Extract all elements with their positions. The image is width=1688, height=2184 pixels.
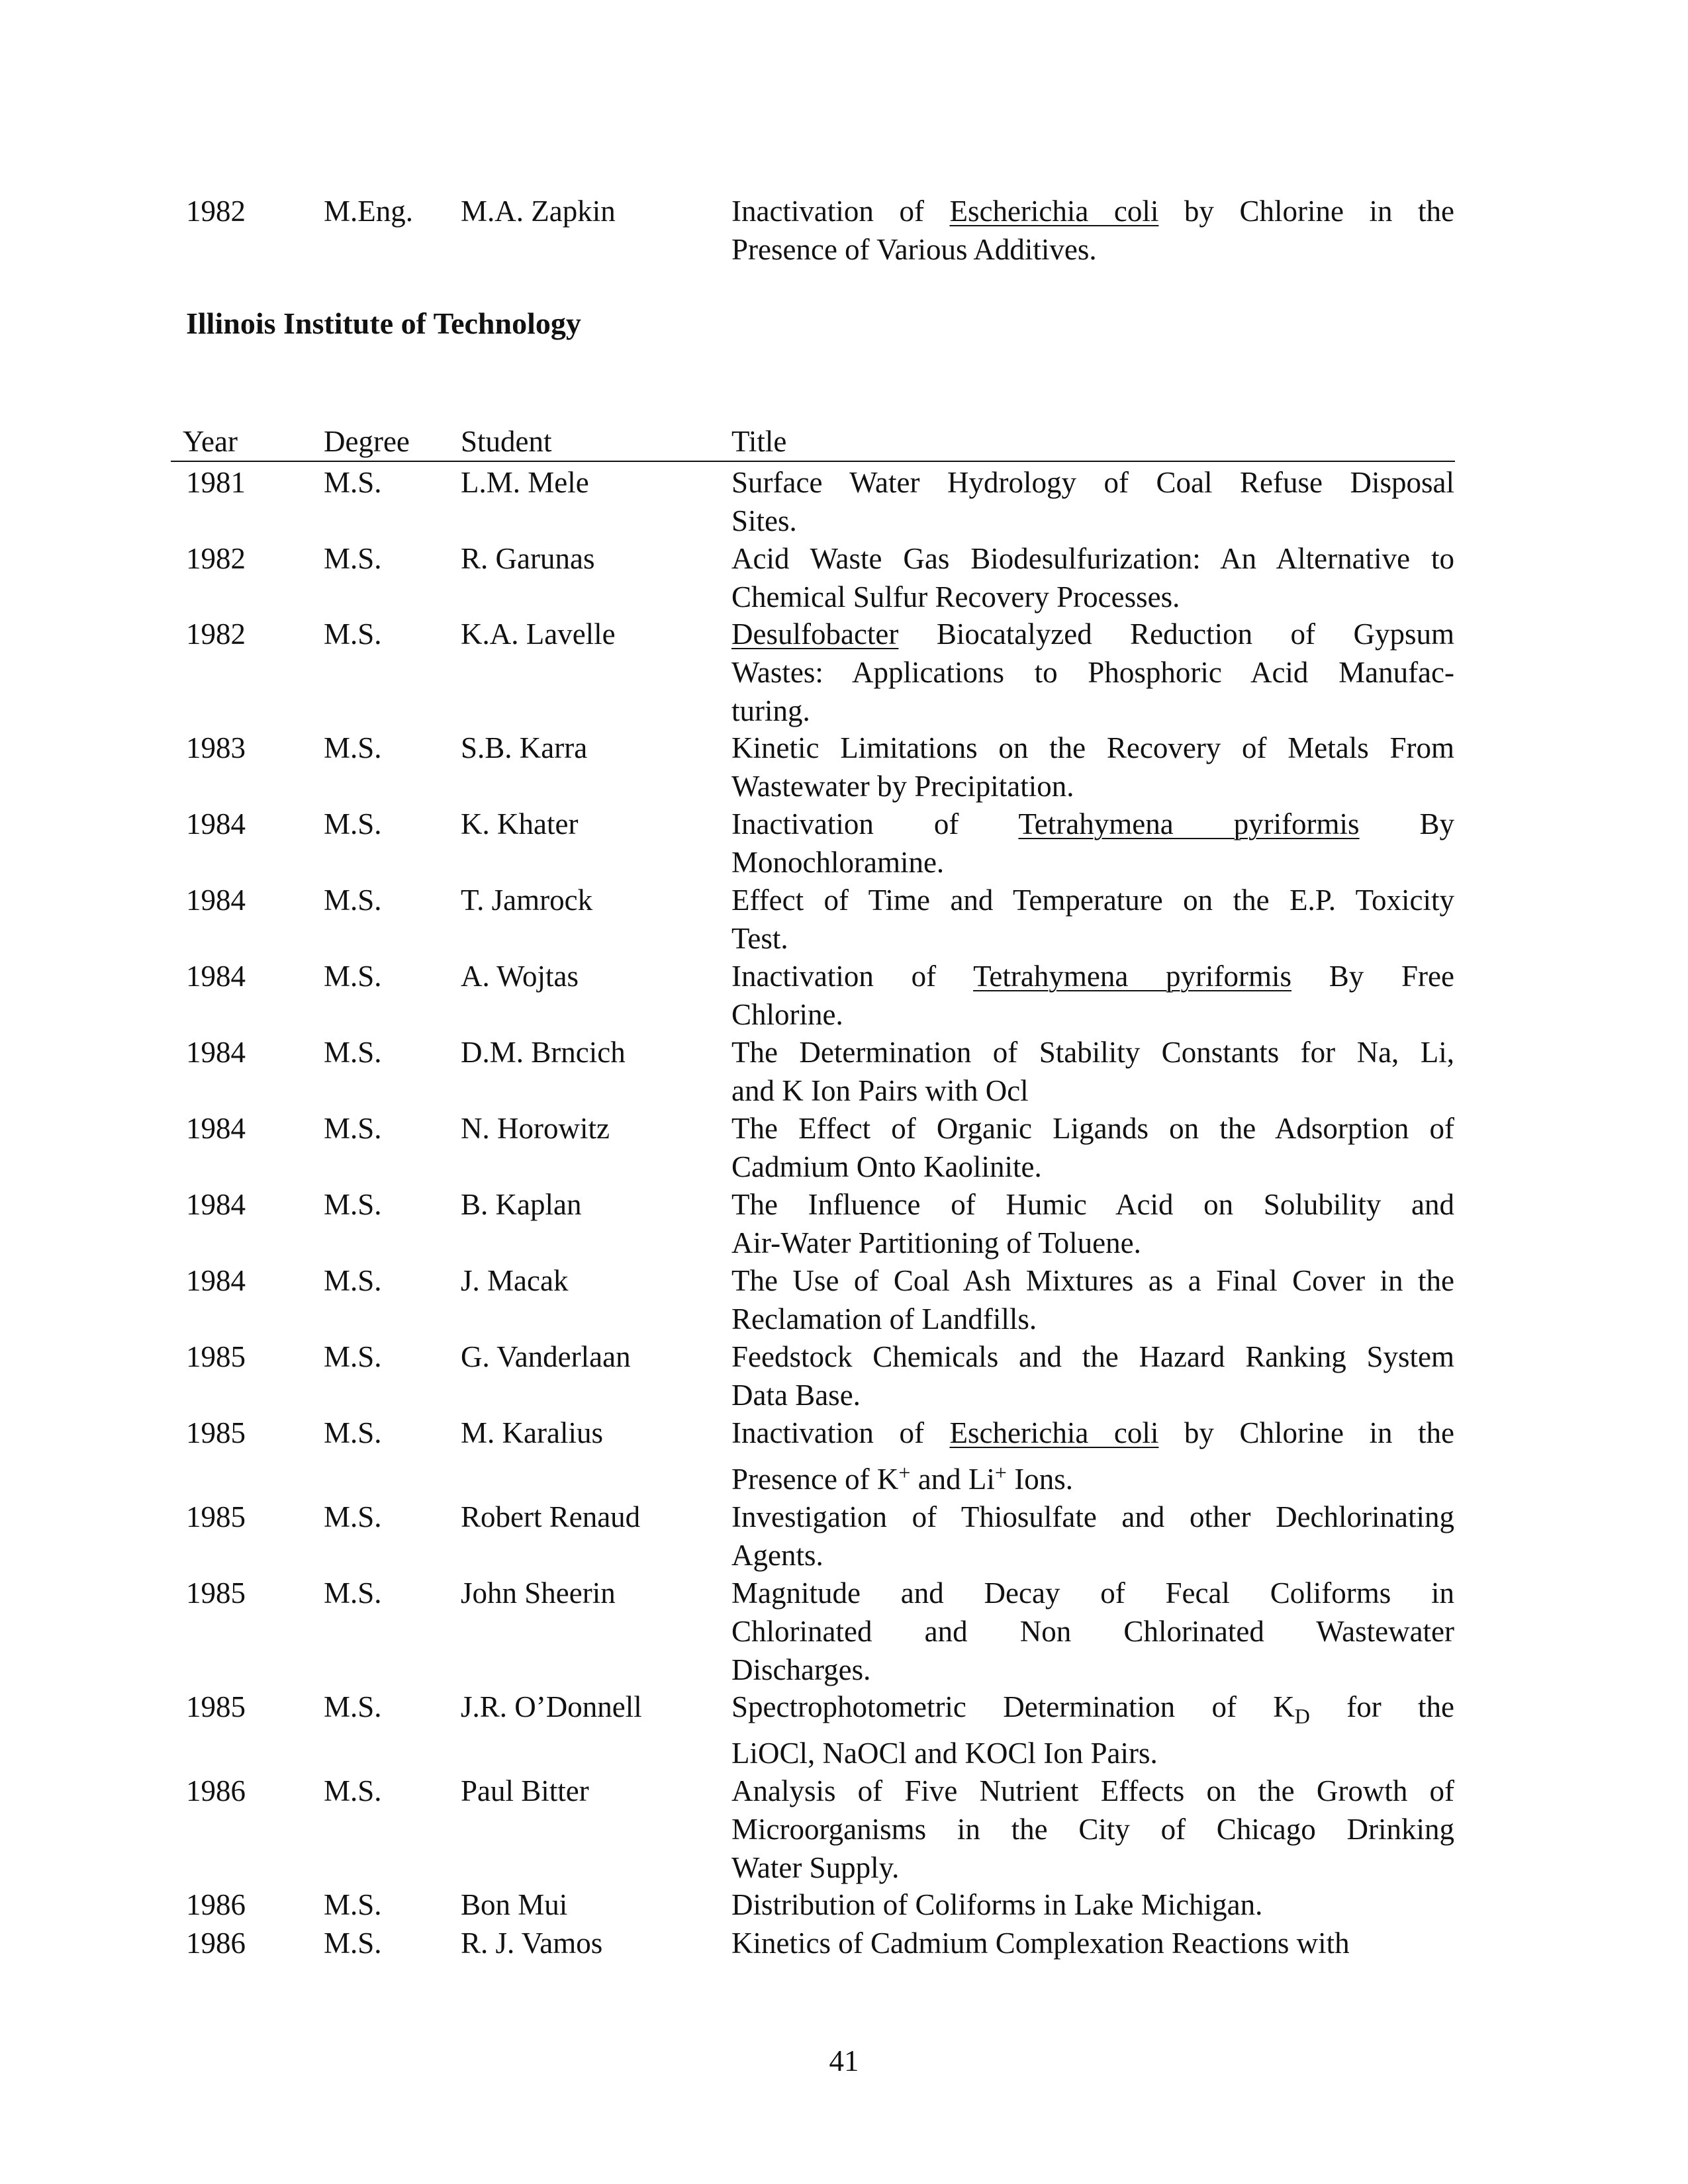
year-cell: 1986 — [186, 1774, 246, 1807]
title-line — [731, 1109, 1454, 1148]
title-line — [731, 881, 1454, 919]
title-line: Chlorinated and Non Chlorinated Wastewater — [731, 1615, 1454, 1648]
title-line: Monochloramine. — [731, 846, 945, 879]
title-line: Sites. — [731, 504, 797, 537]
student-cell: J.R. O’Donnell — [461, 1690, 642, 1723]
title-line: Cadmium Onto Kaolinite. — [731, 1150, 1042, 1183]
title-text: Inactivation of — [731, 807, 1019, 841]
header-degree: Degree — [324, 425, 410, 458]
header-rule — [171, 461, 1455, 462]
title-line — [731, 1688, 1454, 1726]
title-line — [731, 1886, 1454, 1924]
title-text: Inactivation of — [731, 960, 974, 993]
title-cell — [731, 1772, 1454, 1887]
species-name: Escherichia coli — [949, 195, 1159, 228]
year-cell: 1983 — [186, 731, 246, 764]
title-text: for the — [1309, 1690, 1454, 1723]
title-line: Discharges. — [731, 1653, 871, 1686]
title-text: Distribution of Coliforms in Lake Michigan. — [731, 1888, 1263, 1921]
header-year: Year — [183, 425, 238, 458]
title-cell — [731, 192, 1454, 269]
title-line: Wastewater by Precipitation. — [731, 770, 1074, 803]
title-line: and K Ion Pairs with Ocl — [731, 1074, 1029, 1107]
title-line — [731, 1261, 1454, 1300]
title-line: Wastes: Applications to Phosphoric Acid Manufac- — [731, 656, 1454, 689]
title-text: The Use of Coal Ash Mixtures as a Final Cover in the — [731, 1264, 1454, 1297]
title-cell — [731, 1033, 1454, 1110]
title-line: Water Supply. — [731, 1851, 900, 1884]
title-line: Presence of Various Additives. — [731, 233, 1097, 266]
title-text: Effect of Time and Temperature on the E.P. Toxicity — [731, 884, 1454, 917]
student-cell: K.A. Lavelle — [461, 617, 616, 651]
title-text: Ions. — [1006, 1463, 1073, 1496]
year-cell: 1985 — [186, 1416, 246, 1449]
year-cell: 1984 — [186, 960, 246, 993]
degree-cell: M.S. — [324, 1927, 382, 1960]
title-cell — [731, 1574, 1454, 1689]
title-text: Magnitude and Decay of Fecal Coliforms in — [731, 1576, 1454, 1610]
title-line: Reclamation of Landfills. — [731, 1302, 1037, 1336]
title-line — [731, 1338, 1454, 1376]
year-cell: 1984 — [186, 1264, 246, 1297]
title-line: Microorganisms in the City of Chicago Drinking — [731, 1813, 1454, 1846]
title-line — [731, 1185, 1454, 1224]
title-cell — [731, 615, 1454, 730]
title-cell — [731, 1261, 1454, 1338]
title-text: Kinetic Limitations on the Recovery of Metals From — [731, 731, 1454, 764]
title-text: By — [1359, 807, 1454, 841]
title-text: Spectrophotometric Determination of K — [731, 1690, 1295, 1723]
title-line — [731, 1772, 1454, 1810]
degree-cell: M.S. — [324, 1112, 382, 1145]
student-cell: N. Horowitz — [461, 1112, 610, 1145]
title-text: The Influence of Humic Acid on Solubility and — [731, 1188, 1454, 1221]
title-cell — [731, 1414, 1454, 1498]
student-cell: S.B. Karra — [461, 731, 588, 764]
title-text: Biocatalyzed Reduction of Gypsum — [898, 617, 1454, 651]
year-cell: 1986 — [186, 1927, 246, 1960]
title-line: Chlorine. — [731, 998, 843, 1031]
student-cell: A. Wojtas — [461, 960, 579, 993]
title-line: Inactivation of Escherichia coli by Chlorine in the — [731, 195, 1454, 228]
title-cell — [731, 1924, 1454, 1962]
title-line — [731, 957, 1454, 995]
year-cell: 1981 — [186, 466, 246, 499]
student-cell: D.M. Brncich — [461, 1036, 626, 1069]
title-cell — [731, 1688, 1454, 1772]
year-cell: 1982 — [186, 542, 246, 575]
title-line: Agents. — [731, 1539, 823, 1572]
species-name: Tetrahymena pyriformis — [973, 960, 1292, 993]
section-heading: Illinois Institute of Technology — [186, 306, 581, 340]
subscript: D — [1294, 1704, 1310, 1728]
year-cell: 1985 — [186, 1500, 246, 1533]
title-line: Data Base. — [731, 1379, 861, 1412]
degree-cell: M.S. — [324, 1188, 382, 1221]
degree-cell: M.S. — [324, 1036, 382, 1069]
superscript: + — [994, 1461, 1007, 1484]
student-cell: R. Garunas — [461, 542, 595, 575]
degree-cell: M.S. — [324, 1690, 382, 1723]
superscript: + — [898, 1461, 911, 1484]
title-text: The Effect of Organic Ligands on the Adsorption of — [731, 1112, 1454, 1145]
degree-cell: M.Eng. — [324, 195, 413, 228]
title-cell — [731, 539, 1454, 616]
title-cell — [731, 1886, 1454, 1924]
title-cell — [731, 881, 1454, 958]
title-cell — [731, 1185, 1454, 1262]
title-line — [731, 1460, 1454, 1498]
title-line: Chemical Sulfur Recovery Processes. — [731, 580, 1180, 614]
year-cell: 1984 — [186, 884, 246, 917]
student-cell: M.A. Zapkin — [461, 195, 616, 228]
title-line — [731, 729, 1454, 767]
student-cell: Bon Mui — [461, 1888, 568, 1921]
student-cell: Paul Bitter — [461, 1774, 589, 1807]
student-cell: G. Vanderlaan — [461, 1340, 631, 1373]
title-cell — [731, 729, 1454, 805]
student-cell: K. Khater — [461, 807, 579, 841]
student-cell: John Sheerin — [461, 1576, 616, 1610]
title-text: Feedstock Chemicals and the Hazard Ranking System — [731, 1340, 1454, 1373]
title-text: By Free — [1291, 960, 1454, 993]
degree-cell: M.S. — [324, 1416, 382, 1449]
title-cell — [731, 463, 1454, 540]
species-name: Escherichia coli — [949, 1416, 1159, 1449]
page-number: 41 — [829, 2044, 859, 2077]
title-line — [731, 463, 1454, 502]
year-cell: 1985 — [186, 1576, 246, 1610]
title-text: Investigation of Thiosulfate and other Dechlorinating — [731, 1500, 1454, 1533]
title-line: Test. — [731, 922, 788, 955]
title-text: and Li — [910, 1463, 995, 1496]
title-line — [731, 1498, 1454, 1536]
title-text: The Determination of Stability Constants for Na, Li, — [731, 1036, 1454, 1069]
degree-cell: M.S. — [324, 1888, 382, 1921]
degree-cell: M.S. — [324, 884, 382, 917]
year-cell: 1985 — [186, 1690, 246, 1723]
student-cell: T. Jamrock — [461, 884, 593, 917]
year-cell: 1985 — [186, 1340, 246, 1373]
title-line: LiOCl, NaOCl and KOCl Ion Pairs. — [731, 1737, 1158, 1770]
species-name: Desulfobacter — [731, 617, 899, 651]
title-line: Air-Water Partitioning of Toluene. — [731, 1226, 1141, 1259]
title-text: Kinetics of Cadmium Complexation Reactions with — [731, 1927, 1350, 1960]
degree-cell: M.S. — [324, 617, 382, 651]
degree-cell: M.S. — [324, 1500, 382, 1533]
degree-cell: M.S. — [324, 466, 382, 499]
title-line — [731, 539, 1454, 578]
degree-cell: M.S. — [324, 731, 382, 764]
title-cell — [731, 805, 1454, 882]
header-title: Title — [731, 425, 787, 458]
header-student: Student — [461, 425, 552, 458]
degree-cell: M.S. — [324, 1340, 382, 1373]
degree-cell: M.S. — [324, 1576, 382, 1610]
year-cell: 1984 — [186, 1188, 246, 1221]
title-line — [731, 1414, 1454, 1452]
year-cell: 1984 — [186, 1036, 246, 1069]
student-cell: M. Karalius — [461, 1416, 603, 1449]
title-text: Acid Waste Gas Biodesulfurization: An Alternative to — [731, 542, 1454, 575]
degree-cell: M.S. — [324, 960, 382, 993]
title-line — [731, 805, 1454, 843]
title-line: turing. — [731, 694, 810, 727]
title-text: Analysis of Five Nutrient Effects on the Growth of — [731, 1774, 1454, 1807]
year-cell: 1982 — [186, 195, 246, 228]
title-text: Presence of K — [731, 1463, 899, 1496]
title-text: Surface Water Hydrology of Coal Refuse Disposal — [731, 466, 1454, 499]
student-cell: J. Macak — [461, 1264, 569, 1297]
student-cell: R. J. Vamos — [461, 1927, 603, 1960]
degree-cell: M.S. — [324, 1774, 382, 1807]
student-cell: Robert Renaud — [461, 1500, 641, 1533]
year-cell: 1984 — [186, 807, 246, 841]
title-cell — [731, 1498, 1454, 1574]
title-text: by Chlorine in the — [1158, 1416, 1454, 1449]
year-cell: 1984 — [186, 1112, 246, 1145]
year-cell: 1986 — [186, 1888, 246, 1921]
degree-cell: M.S. — [324, 542, 382, 575]
student-cell: L.M. Mele — [461, 466, 589, 499]
degree-cell: M.S. — [324, 1264, 382, 1297]
title-line — [731, 1924, 1454, 1962]
title-line — [731, 1574, 1454, 1612]
title-cell — [731, 957, 1454, 1034]
title-line — [731, 1033, 1454, 1071]
degree-cell: M.S. — [324, 807, 382, 841]
year-cell: 1982 — [186, 617, 246, 651]
title-line — [731, 615, 1454, 653]
species-name: Tetrahymena pyriformis — [1018, 807, 1360, 841]
title-text: Inactivation of — [731, 1416, 950, 1449]
student-cell: B. Kaplan — [461, 1188, 582, 1221]
title-cell — [731, 1109, 1454, 1186]
title-cell — [731, 1338, 1454, 1414]
